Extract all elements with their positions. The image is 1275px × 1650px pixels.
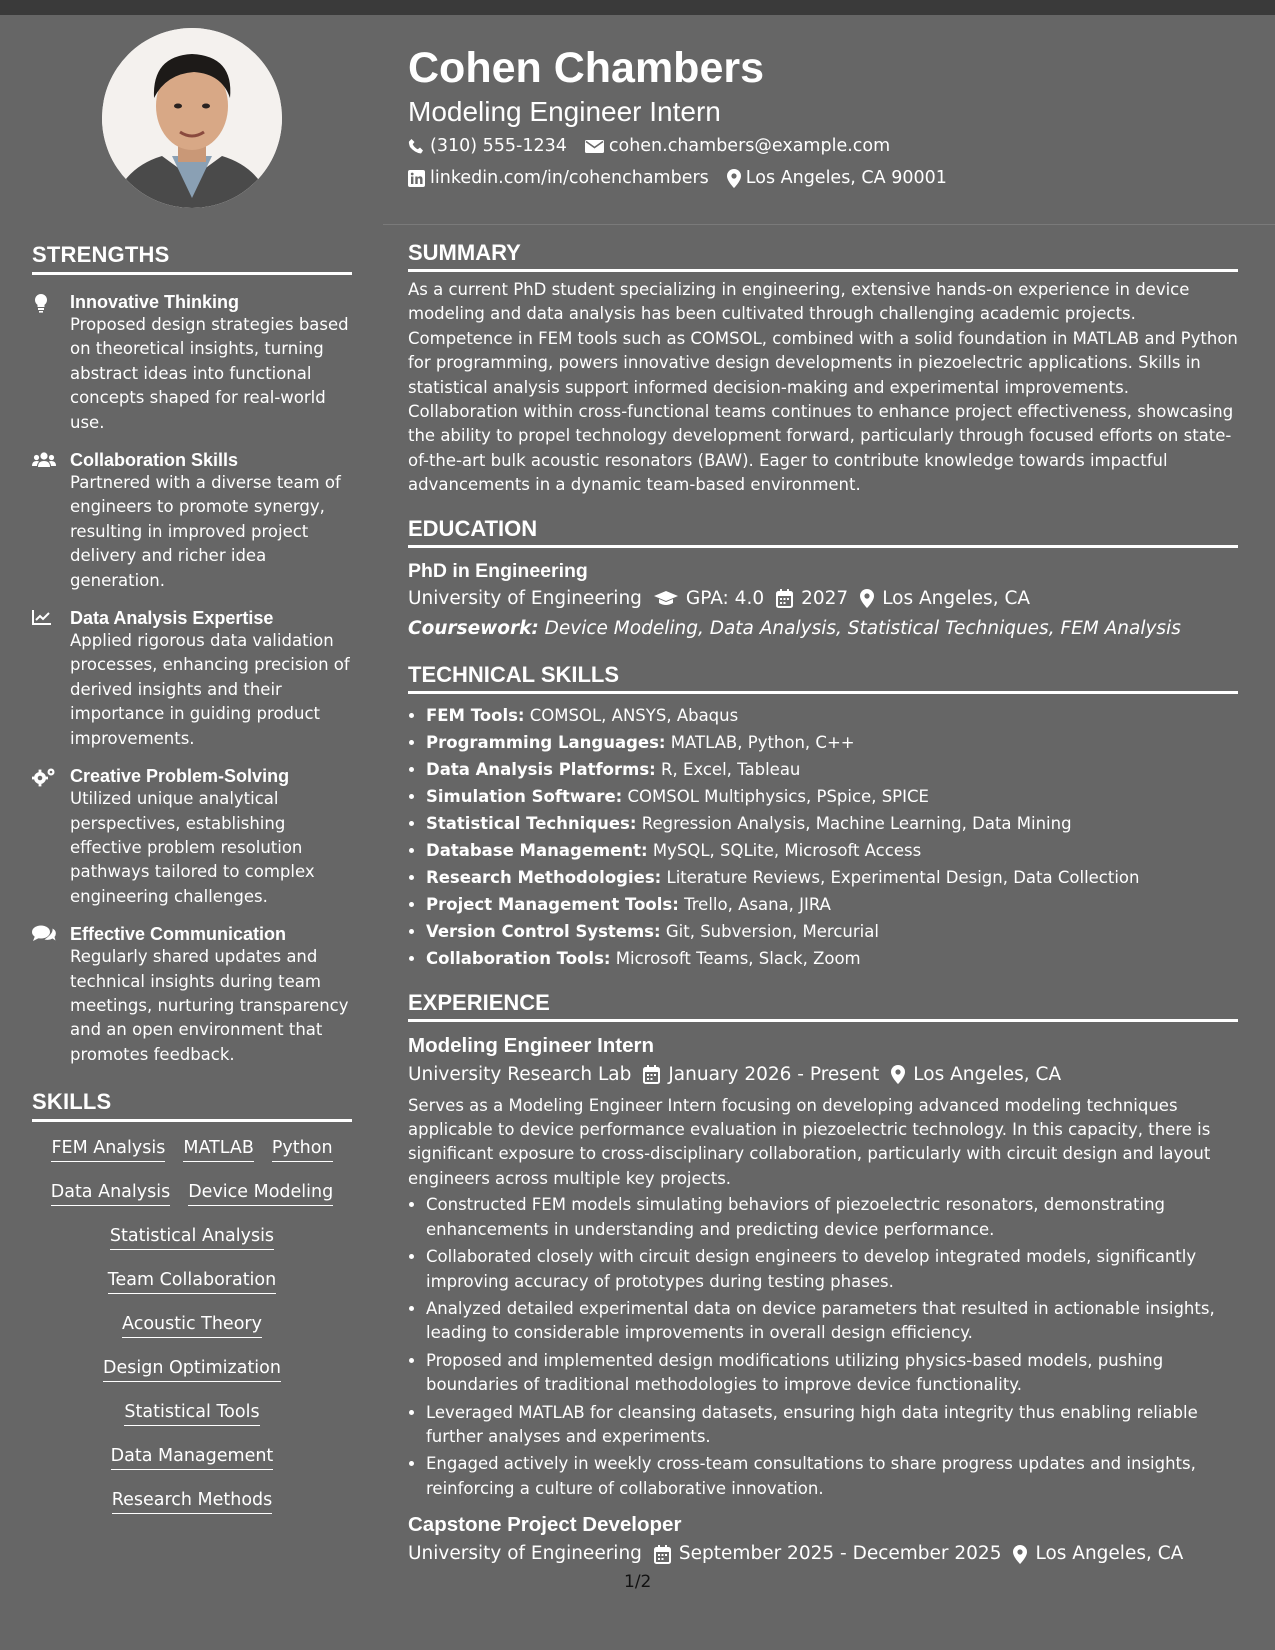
job-location: Los Angeles, CA bbox=[913, 1063, 1062, 1085]
list-item: • Leveraged MATLAB for cleansing datasets, ensuring high data integrity thus enabling reliable further analyses and experiments. bbox=[426, 1401, 1238, 1450]
skill-label: Database Management: bbox=[426, 840, 648, 860]
strength-title: Effective Communication bbox=[70, 924, 287, 945]
location-item bbox=[727, 162, 947, 194]
skill-tag: Research Methods bbox=[112, 1486, 273, 1514]
list-item bbox=[426, 837, 1238, 864]
list-item bbox=[426, 729, 1238, 756]
skill-label: Collaboration Tools: bbox=[426, 948, 611, 968]
technical-skills-list bbox=[408, 702, 1238, 972]
skill-value: Microsoft Teams, Slack, Zoom bbox=[615, 948, 861, 968]
job-dates: September 2025 - December 2025 bbox=[678, 1543, 1002, 1565]
skill-tag: Statistical Analysis bbox=[110, 1222, 274, 1250]
education-section bbox=[408, 516, 1238, 644]
map-marker-icon bbox=[727, 169, 741, 188]
map-marker-icon bbox=[891, 1065, 905, 1084]
list-item bbox=[426, 891, 1238, 918]
chart-line-icon bbox=[32, 609, 52, 625]
job-description: Serves as a Modeling Engineer Intern focusing on developing advanced modeling techniques applicable to device performance evaluation in piezoelectric technology. In this capacity, there is significant exposure to cross-disciplinary collaboration, particularly with circuit design and layout engineers across multiple key projects. bbox=[408, 1095, 1211, 1188]
school-name: University of Engineering bbox=[408, 587, 642, 609]
list-item bbox=[426, 945, 1238, 972]
job-entry bbox=[408, 1032, 1238, 1502]
skill-value: MATLAB, Python, C++ bbox=[670, 732, 855, 752]
contact-row bbox=[408, 162, 1238, 194]
skill-tag: Acoustic Theory bbox=[122, 1310, 262, 1338]
skill-value: COMSOL, ANSYS, Abaqus bbox=[529, 705, 739, 725]
linkedin-item[interactable] bbox=[408, 162, 709, 194]
experience-section bbox=[408, 990, 1238, 1570]
strengths-list bbox=[32, 291, 352, 1067]
graduation-year: 2027 bbox=[801, 587, 849, 609]
job-meta bbox=[408, 1060, 1238, 1090]
sidebar bbox=[32, 28, 352, 1530]
job-bullets bbox=[408, 1193, 1238, 1501]
skill-tag: Python bbox=[272, 1134, 333, 1162]
skill-label: Project Management Tools: bbox=[426, 894, 679, 914]
calendar-icon bbox=[776, 589, 793, 608]
list-item: • Collaborated closely with circuit design engineers to develop integrated models, significantly improving accuracy of prototypes during testing phases. bbox=[426, 1245, 1238, 1294]
skill-value: Regression Analysis, Machine Learning, Data Mining bbox=[641, 813, 1072, 833]
map-marker-icon bbox=[860, 589, 874, 608]
skill-tag: Data Management bbox=[111, 1442, 274, 1470]
strength-desc: Proposed design strategies based on theoretical insights, turning abstract ideas into functional concepts shaped for real-world use. bbox=[70, 315, 349, 432]
summary-text: As a current PhD student specializing in engineering, extensive hands-on experience in device modeling and data analysis has been cultivated through challenging academic projects. Competence in FEM tools such as COMSOL, combined with a solid foundation in MATLAB and Python for programming, powers innovative design developments in piezoelectric applications. Skills in statistical analysis support informed decision-making and experimental improvements. Collaboration within cross-functional teams continues to enhance project effectiveness, showcasing the ability to propel technology development forward, particularly through focused efforts on state-of-the-art bulk acoustic resonators (BAW). Eager to contribute knowledge towards impactful advancements in a dynamic team-based environment. bbox=[408, 280, 1238, 495]
calendar-icon bbox=[643, 1065, 660, 1084]
strength-item bbox=[32, 449, 352, 593]
job-meta bbox=[408, 1539, 1238, 1569]
skill-tag: Data Analysis bbox=[51, 1178, 170, 1206]
email-item[interactable] bbox=[585, 130, 890, 162]
skill-label: Programming Languages: bbox=[426, 732, 666, 752]
profile-photo bbox=[102, 28, 282, 208]
linkedin-icon bbox=[408, 170, 425, 187]
job-title: Capstone Project Developer bbox=[408, 1513, 682, 1537]
skill-value: Trello, Asana, JIRA bbox=[684, 894, 831, 914]
list-item bbox=[426, 702, 1238, 729]
strength-desc: Utilized unique analytical perspectives, establishing effective problem resolution pathways tailored to complex engineering challenges. bbox=[70, 789, 315, 906]
job-org: University Research Lab bbox=[408, 1063, 632, 1085]
coursework bbox=[408, 614, 1238, 644]
technical-skills-section bbox=[408, 662, 1238, 972]
experience-heading: EXPERIENCE bbox=[408, 990, 1238, 1022]
skill-value: Git, Subversion, Mercurial bbox=[665, 921, 879, 941]
education-heading: EDUCATION bbox=[408, 516, 1238, 548]
list-item: • Engaged actively in weekly cross-team consultations to share progress updates and insights, reinforcing a culture of collaborative innovation. bbox=[426, 1452, 1238, 1501]
job-entry bbox=[408, 1511, 1238, 1569]
coursework-list: Device Modeling, Data Analysis, Statistical Techniques, FEM Analysis bbox=[544, 617, 1181, 639]
location-text: Los Angeles, CA 90001 bbox=[745, 168, 947, 188]
skill-value: MySQL, SQLite, Microsoft Access bbox=[652, 840, 922, 860]
strength-item bbox=[32, 607, 352, 751]
lightbulb-icon bbox=[32, 293, 50, 313]
strength-desc: Regularly shared updates and technical insights during team meetings, nurturing transparency and an open environment that promotes feedback. bbox=[70, 947, 349, 1064]
strength-title: Data Analysis Expertise bbox=[70, 608, 274, 629]
graduation-cap-icon bbox=[654, 590, 678, 608]
job-location: Los Angeles, CA bbox=[1035, 1543, 1184, 1565]
strength-title: Collaboration Skills bbox=[70, 450, 239, 471]
skill-tag: Team Collaboration bbox=[108, 1266, 276, 1294]
job-dates: January 2026 - Present bbox=[668, 1063, 880, 1085]
phone-item bbox=[408, 130, 567, 162]
skill-value: Literature Reviews, Experimental Design, Data Collection bbox=[666, 867, 1140, 887]
education-meta bbox=[408, 584, 1238, 614]
skill-label: FEM Tools: bbox=[426, 705, 525, 725]
skill-tag: Statistical Tools bbox=[124, 1398, 259, 1426]
comments-icon bbox=[32, 925, 56, 943]
technical-skills-heading: TECHNICAL SKILLS bbox=[408, 662, 1238, 694]
contact-row bbox=[408, 130, 1238, 162]
main-content bbox=[408, 240, 1238, 1569]
job-title: Modeling Engineer Intern bbox=[408, 1033, 655, 1057]
skill-label: Research Methodologies: bbox=[426, 867, 662, 887]
resume-header bbox=[408, 42, 1238, 194]
strength-item bbox=[32, 923, 352, 1067]
skills-list bbox=[32, 1134, 352, 1530]
summary-heading: SUMMARY bbox=[408, 240, 1238, 272]
coursework-label: Coursework: bbox=[408, 617, 539, 639]
skill-tag: Design Optimization bbox=[103, 1354, 281, 1382]
list-item bbox=[426, 783, 1238, 810]
list-item bbox=[426, 756, 1238, 783]
linkedin-link[interactable]: linkedin.com/in/cohenchambers bbox=[430, 168, 709, 188]
list-item bbox=[426, 864, 1238, 891]
gpa-text: GPA: 4.0 bbox=[685, 587, 765, 609]
strength-title: Creative Problem-Solving bbox=[70, 766, 290, 787]
degree-title: PhD in Engineering bbox=[408, 559, 588, 582]
skill-label: Data Analysis Platforms: bbox=[426, 759, 656, 779]
strength-desc: Applied rigorous data validation processes, enhancing precision of derived insights and their importance in guiding product improvements. bbox=[70, 631, 350, 748]
avatar bbox=[102, 28, 282, 208]
list-item: • Constructed FEM models simulating behaviors of piezoelectric resonators, demonstrating enhancements in understanding and predicting device performance. bbox=[426, 1193, 1238, 1242]
strengths-heading: STRENGTHS bbox=[32, 242, 352, 275]
skill-label: Simulation Software: bbox=[426, 786, 623, 806]
strength-item bbox=[32, 291, 352, 435]
top-bar bbox=[0, 0, 1275, 15]
candidate-name: Cohen Chambers bbox=[408, 44, 765, 92]
page-number: 1/2 bbox=[624, 1572, 652, 1592]
email-link[interactable]: cohen.chambers@example.com bbox=[608, 136, 891, 156]
list-item: • Proposed and implemented design modifications utilizing physics-based models, pushing boundaries of traditional methodologies to improve device functionality. bbox=[426, 1349, 1238, 1398]
strength-title: Innovative Thinking bbox=[70, 292, 240, 312]
skill-label: Statistical Techniques: bbox=[426, 813, 637, 833]
school-location: Los Angeles, CA bbox=[882, 587, 1031, 609]
gears-icon bbox=[32, 767, 56, 787]
skill-value: R, Excel, Tableau bbox=[661, 759, 801, 779]
phone-text: (310) 555-1234 bbox=[430, 136, 567, 156]
job-org: University of Engineering bbox=[408, 1543, 642, 1565]
calendar-icon bbox=[654, 1545, 671, 1564]
skills-heading: SKILLS bbox=[32, 1089, 352, 1122]
skill-tag: Device Modeling bbox=[188, 1178, 333, 1206]
list-item bbox=[426, 810, 1238, 837]
envelope-icon bbox=[585, 139, 604, 154]
phone-icon bbox=[408, 138, 425, 155]
skill-tag: FEM Analysis bbox=[51, 1134, 165, 1162]
skill-tag: MATLAB bbox=[183, 1134, 254, 1162]
skill-label: Version Control Systems: bbox=[426, 921, 661, 941]
map-marker-icon bbox=[1013, 1545, 1027, 1564]
candidate-role: Modeling Engineer Intern bbox=[408, 96, 721, 127]
strength-desc: Partnered with a diverse team of engineers to promote synergy, resulting in improved project delivery and richer idea generation. bbox=[70, 473, 341, 590]
skill-value: COMSOL Multiphysics, PSpice, SPICE bbox=[627, 786, 929, 806]
summary-section bbox=[408, 240, 1238, 498]
header-divider bbox=[383, 224, 1275, 225]
list-item: • Analyzed detailed experimental data on device parameters that resulted in actionable insights, leading to considerable improvements in overall design efficiency. bbox=[426, 1297, 1238, 1346]
users-icon bbox=[32, 451, 56, 469]
list-item bbox=[426, 918, 1238, 945]
strength-item bbox=[32, 765, 352, 909]
